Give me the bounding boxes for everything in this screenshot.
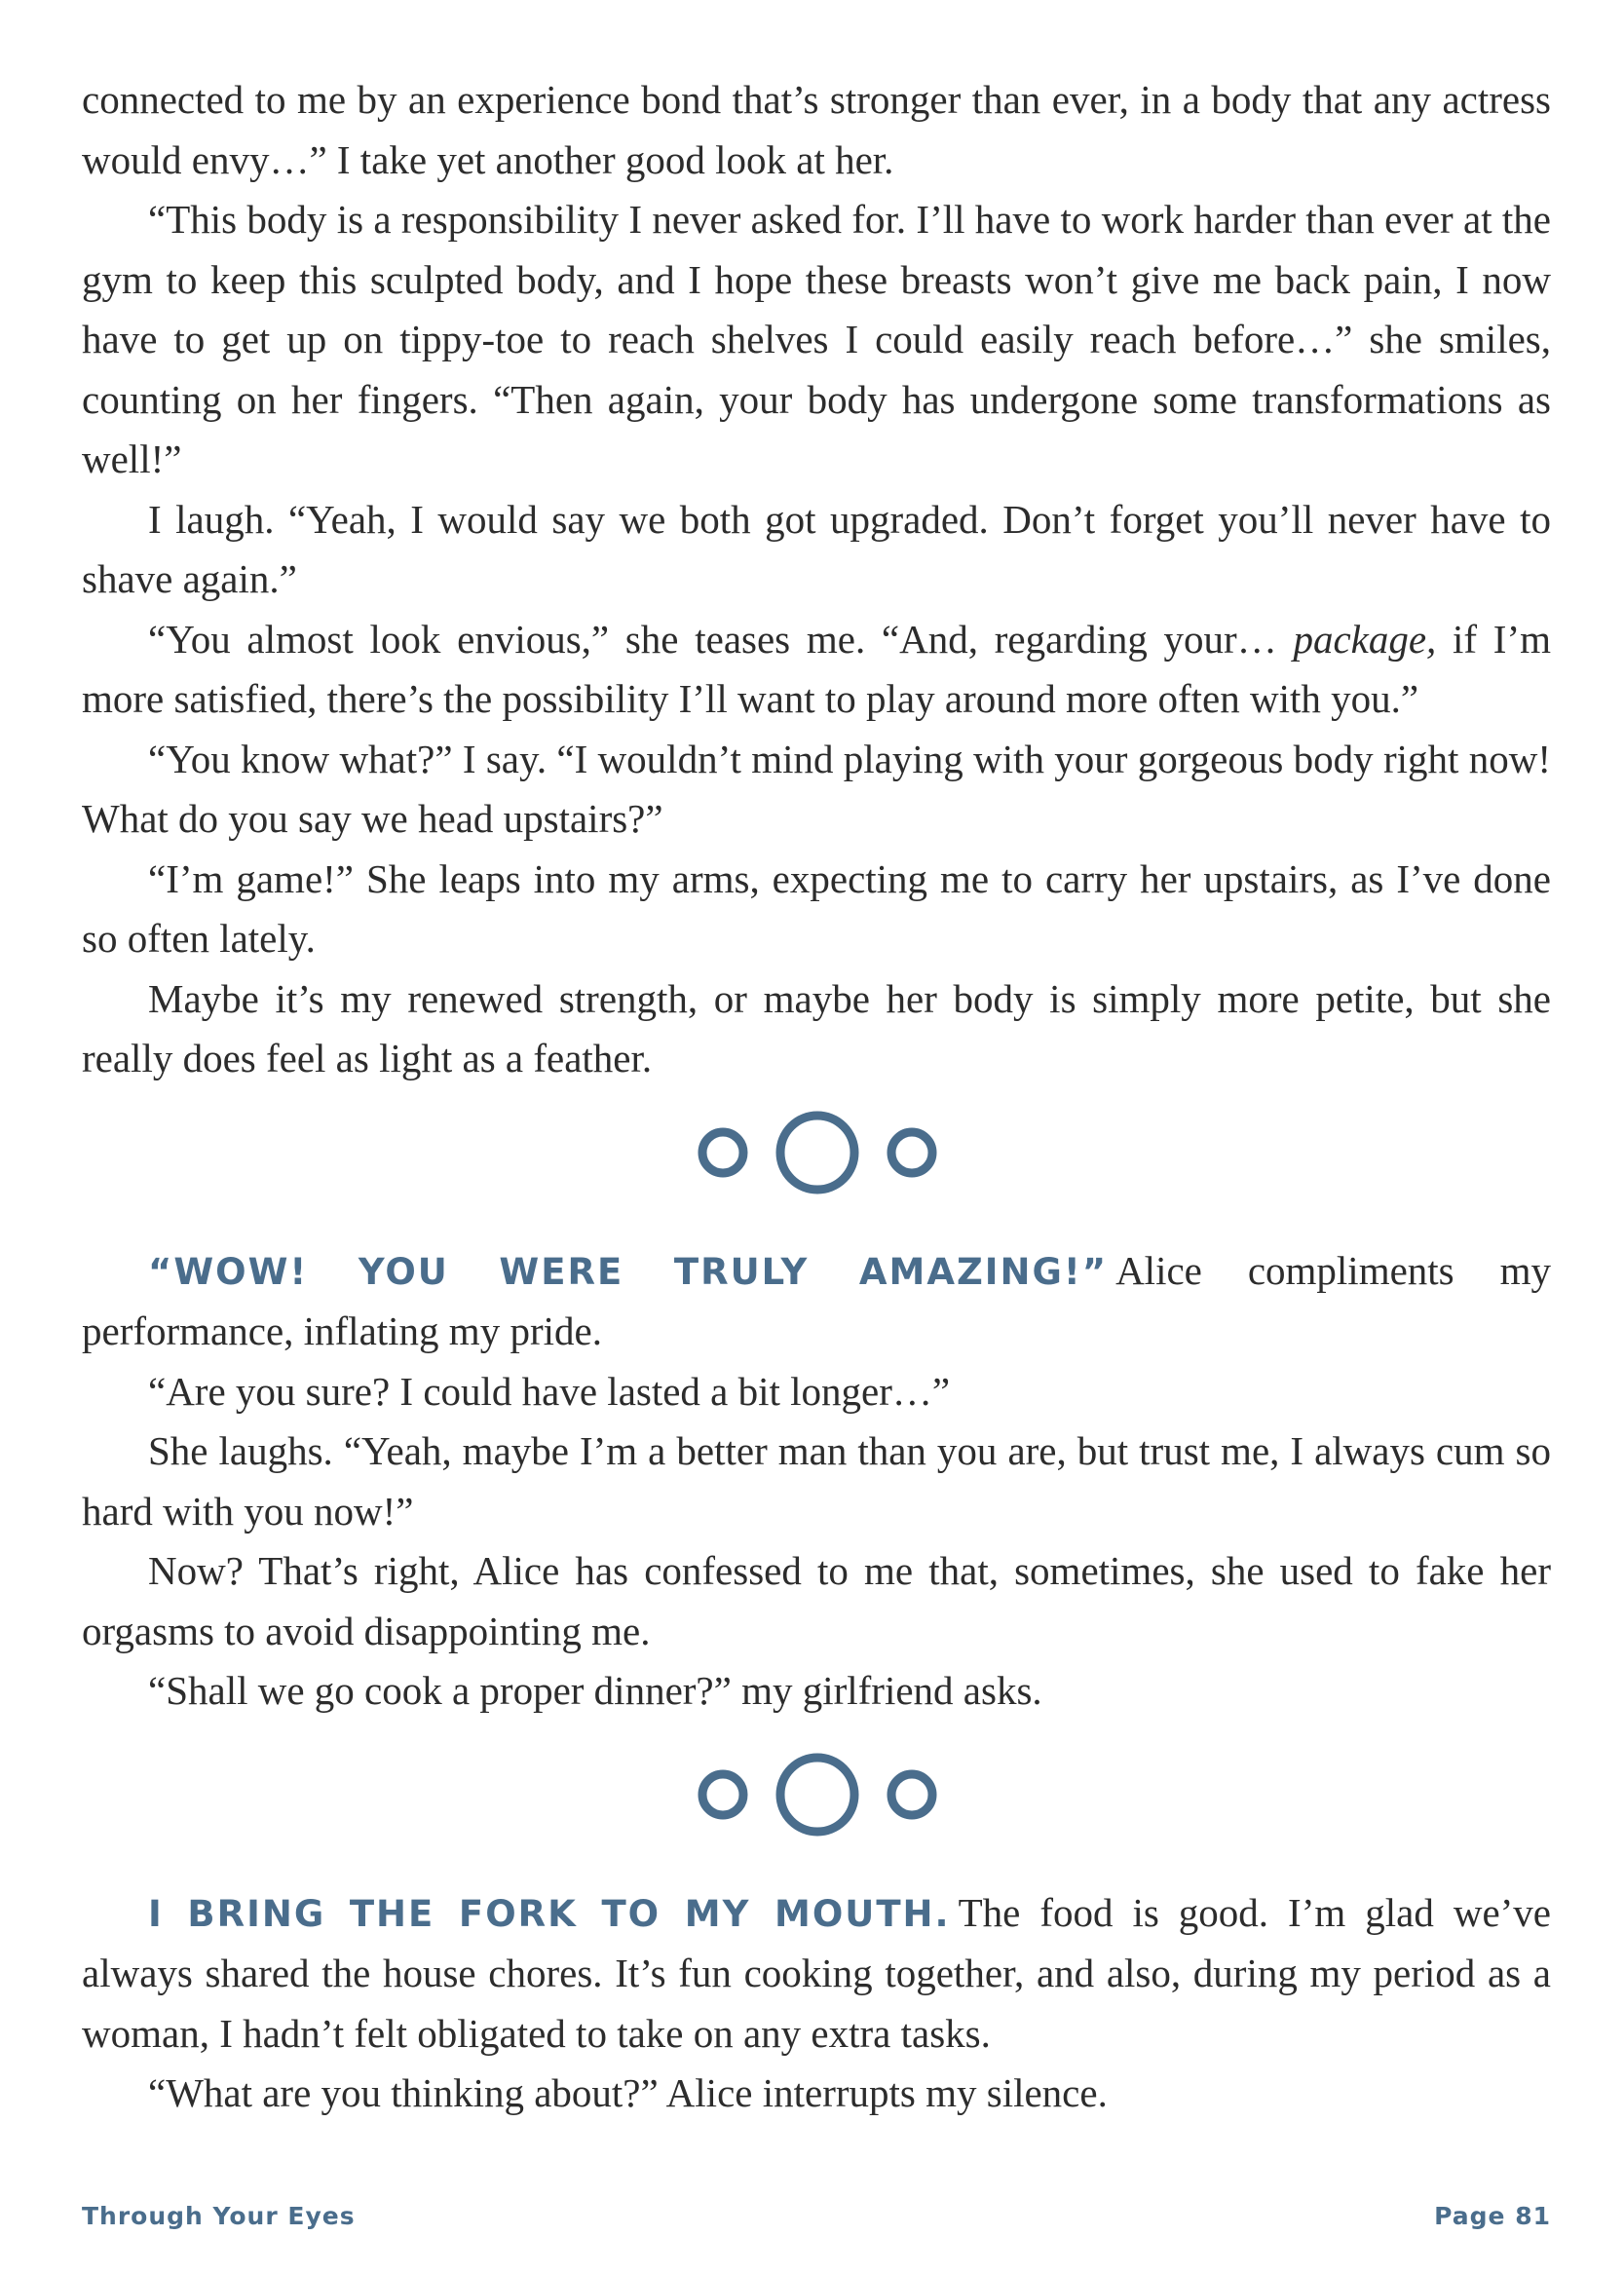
paragraph: “I’m game!” She leaps into my arms, expecting me to carry her upstairs, as I’ve done so often lately.: [82, 855, 1551, 961]
paragraph: Now? That’s right, Alice has confessed to me that, sometimes, she used to fake her orgasms to avoid disappointing me.: [82, 1548, 1551, 1653]
book-title: Through Your Eyes: [82, 2202, 356, 2230]
paragraph: She laughs. “Yeah, maybe I’m a better man than you are, but trust me, I always cum so hard with you now!”: [82, 1428, 1551, 1534]
paragraph: Maybe it’s my renewed strength, or maybe her body is simply more petite, but she really does feel as light as a feather.: [82, 975, 1551, 1080]
paragraph: [82, 1883, 1551, 2065]
scene-lead-in: “WOW! YOU WERE TRULY AMAZING!”: [148, 1250, 1109, 1293]
section-2: [82, 1241, 1551, 1722]
paragraph: I laugh. “Yeah, I would say we both got upgraded. Don’t forget you’ll never have to shave again.”: [82, 496, 1551, 601]
paragraph: “You know what?” I say. “I wouldn’t mind playing with your gorgeous body right now! What do you say we head upstairs?”: [82, 736, 1551, 841]
page-footer: [82, 2202, 1551, 2241]
page-number: Page 81: [1434, 2202, 1551, 2230]
paragraph: “Shall we go cook a proper dinner?” my girlfriend asks.: [148, 1668, 1042, 1713]
emphasis-text: package,: [1293, 616, 1437, 662]
paragraph: [82, 610, 1551, 730]
section-divider: [82, 1089, 1551, 1216]
paragraph-text: “You almost look envious,” she teases me. “And, regarding your…: [148, 616, 1294, 662]
section-3: [82, 1883, 1551, 2124]
paragraph-text: The food is good. I’m glad we’ve always shared the house chores. It’s fun cooking together, and also, during my period as a woman, I hadn’t felt obligated to take on any extra tasks.: [82, 1889, 1551, 2056]
circles-ornament-icon: [82, 1089, 1551, 1216]
paragraph: [82, 1241, 1551, 1362]
page-body: [82, 70, 1551, 2124]
section-1: [82, 70, 1551, 1089]
paragraph: “What are you thinking about?” Alice interrupts my silence.: [148, 2070, 1108, 2115]
circles-ornament-icon: [82, 1722, 1551, 1848]
paragraph-text: if I’m more satisfied, there’s the possibility I’ll want to play around more often with you.”: [82, 616, 1551, 721]
paragraph-text: Alice compliments my performance, inflating my pride.: [82, 1247, 1551, 1353]
paragraph: “This body is a responsibility I never asked for. I’ll have to work harder than ever at the gym to keep this sculpted body, and I hope these breasts won’t give me back pain, I now have to get up on tippy-toe to reach shelves I could easily reach before…” she smiles, counting on her fingers. “Then again, your body has undergone some transformations as well!”: [82, 197, 1551, 481]
section-divider: [82, 1722, 1551, 1848]
paragraph: connected to me by an experience bond that’s stronger than ever, in a body that any actress would envy…” I take yet another good look at her.: [82, 77, 1551, 182]
paragraph: “Are you sure? I could have lasted a bit longer…”: [148, 1368, 951, 1414]
scene-lead-in: I BRING THE FORK TO MY MOUTH.: [148, 1892, 951, 1935]
